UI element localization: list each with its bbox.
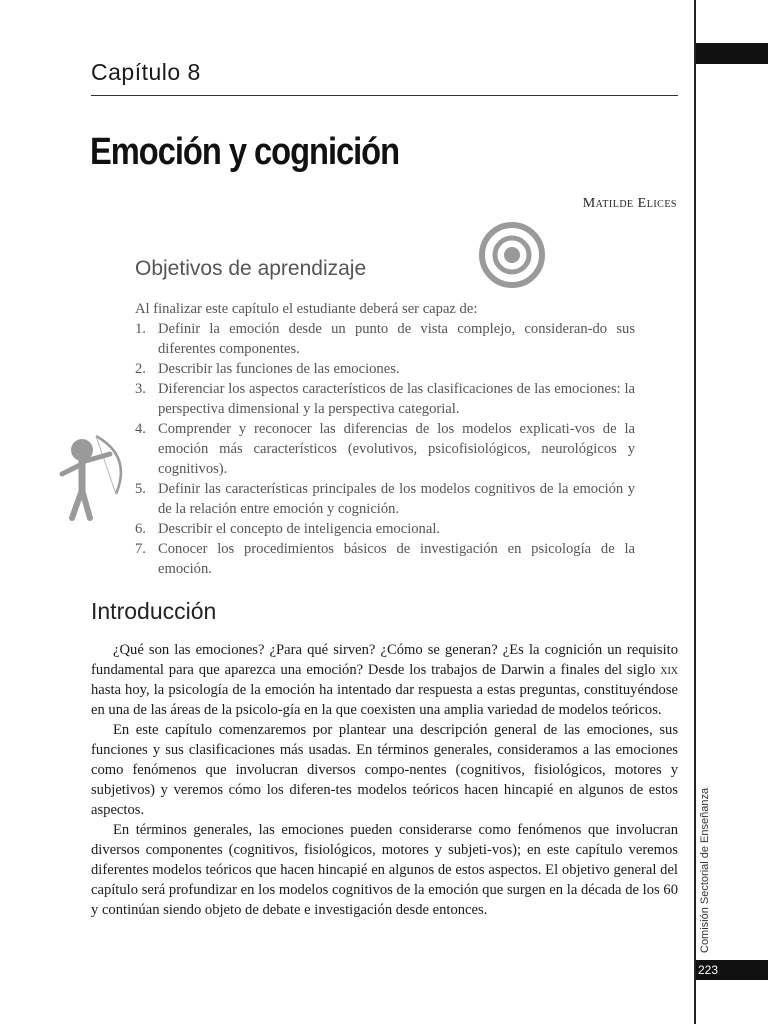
objectives-list (135, 319, 635, 579)
objective-item (135, 319, 635, 359)
objective-item (135, 539, 635, 579)
objective-item (135, 359, 635, 379)
introduction-heading: Introducción (91, 598, 217, 624)
objective-item (135, 379, 635, 419)
objectives-heading: Objetivos de aprendizaje (135, 257, 367, 280)
objective-item (135, 419, 635, 479)
chapter-tab (696, 43, 768, 64)
publisher-side-text: Comisión Sectorial de Enseñanza (699, 787, 711, 953)
introduction-body (91, 640, 678, 920)
objective-number: 1. (135, 321, 146, 337)
objective-text: Describir las funciones de las emociones. (158, 361, 400, 377)
objective-text: Conocer los procedimientos básicos de investigación en psicología de la emoción. (158, 541, 635, 577)
objective-number: 4. (135, 421, 146, 437)
objective-text: Diferenciar los aspectos característicos de las clasificaciones de las emociones: la perspectiva dimensional y la perspectiva categorial. (158, 381, 635, 417)
objective-number: 7. (135, 541, 146, 557)
chapter-label: Capítulo 8 (91, 59, 201, 85)
century-numeral: xix (660, 662, 678, 678)
objective-number: 2. (135, 361, 146, 377)
target-icon (479, 222, 545, 288)
paragraph-text: ¿Qué son las emociones? ¿Para qué sirven? ¿Cómo se generan? ¿Es la cognición un requisito fundamental para que aparezca una emoción? Desde los trabajos de Darwin a finales del siglo (91, 642, 678, 678)
objective-text: Describir el concepto de inteligencia emocional. (158, 521, 441, 537)
chapter-title: Emoción y cognición (90, 131, 400, 173)
right-margin-rule (694, 0, 696, 1024)
objective-number: 5. (135, 481, 146, 497)
objective-item (135, 479, 635, 519)
objective-number: 3. (135, 381, 146, 397)
page-number: 223 (698, 963, 719, 977)
objective-text: Definir la emoción desde un punto de vista complejo, consideran-do sus diferentes componentes. (158, 321, 635, 357)
archer-icon (58, 430, 128, 524)
objectives-intro: Al finalizar este capítulo el estudiante deberá ser capaz de: (135, 301, 478, 317)
paragraph: En términos generales, las emociones pueden considerarse como fenómenos que involucran diversos componentes (cognitivos, fisiológicos, motores y subjeti-vos); en este capítulo veremos diferentes modelos teóricos que hacen hincapié en algunos de estos aspectos. El objetivo general del capítulo será profundizar en los modelos cognitivos de la emoción que surgen en la década de los 60 y continúan siendo objeto de debate e investigación desde entonces. (91, 822, 678, 918)
objective-text: Comprender y reconocer las diferencias de los modelos explicati-vos de la emoción más característicos (evolutivos, psicofisiológicos, neurológicos y cognitivos). (158, 421, 635, 477)
chapter-divider (91, 95, 678, 96)
author-name: Matilde Elices (582, 196, 677, 211)
paragraph: En este capítulo comenzaremos por plantear una descripción general de las emociones, sus funciones y sus clasificaciones más usadas. En términos generales, consideramos a las emociones como fenómenos que involucran diversos compo-nentes (cognitivos, fisiológicos, motores y subjetivos) y veremos cómo los diferen-tes modelos teóricos hacen hincapié en algunos de estos aspectos. (91, 722, 678, 818)
objective-number: 6. (135, 521, 146, 537)
objective-item (135, 519, 635, 539)
objective-text: Definir las características principales de los modelos cognitivos de la emoción y de la relación entre emoción y cognición. (158, 481, 635, 517)
paragraph (91, 640, 678, 720)
paragraph-text: hasta hoy, la psicología de la emoción ha intentado dar respuesta a estas preguntas, constituyéndose en una de las áreas de la psicolo-gía en la que coexisten una amplia variedad de modelos teóricos. (91, 682, 678, 718)
